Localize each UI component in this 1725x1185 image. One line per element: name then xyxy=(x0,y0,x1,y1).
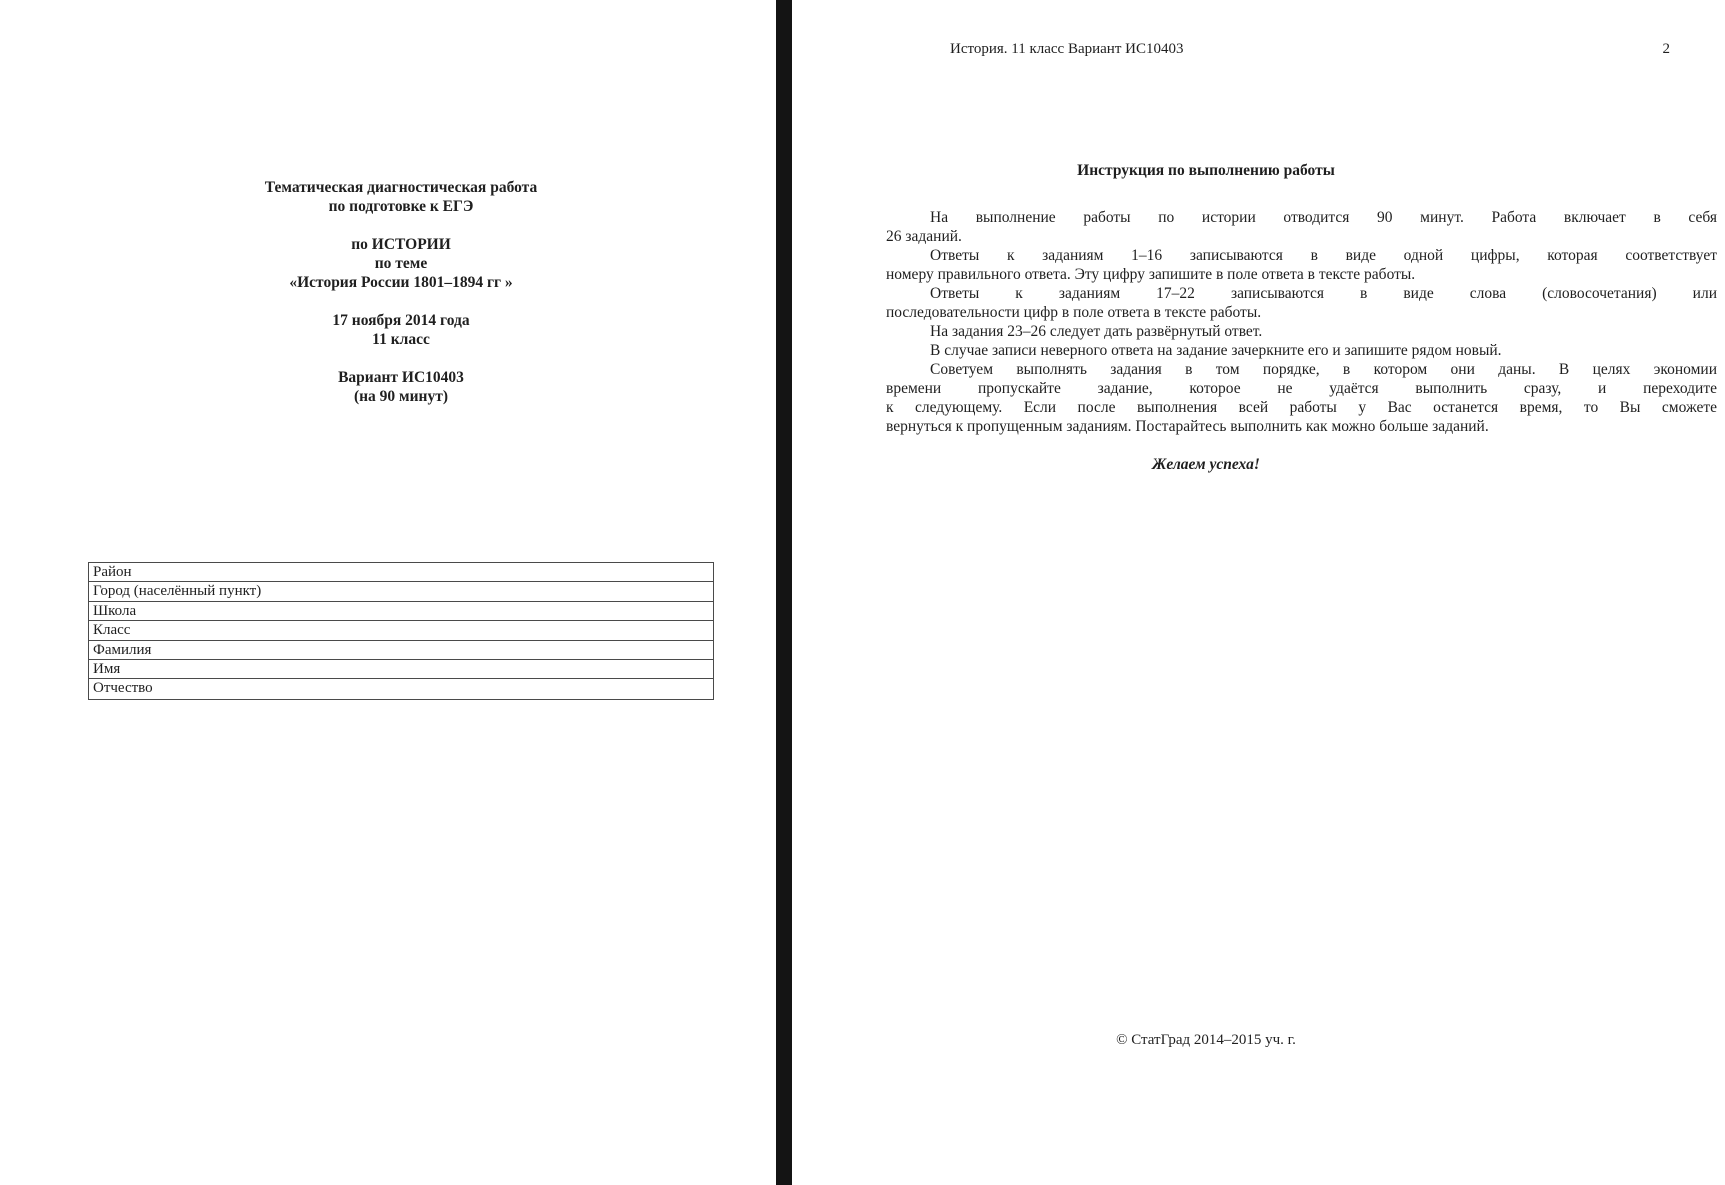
cover-date-line: 17 ноября 2014 года xyxy=(332,312,470,329)
info-table-row: Отчество xyxy=(93,680,153,697)
instruction-paragraphs xyxy=(886,208,1717,436)
cover-title-group-3 xyxy=(88,311,714,349)
info-table-row: Школа xyxy=(89,602,713,621)
paragraph-line: Ответы к заданиям 1–16 записываются в виде одной цифры, которая соответствует xyxy=(930,247,1717,264)
copyright-footer: © СтатГрад 2014–2015 уч. г. xyxy=(1116,1032,1296,1048)
page-number: 2 xyxy=(1662,41,1670,57)
paragraph xyxy=(886,246,1717,284)
info-table-row: Класс xyxy=(89,621,713,640)
paragraph-line: На выполнение работы по истории отводится 90 минут. Работа включает в себя xyxy=(930,209,1717,226)
page-1 xyxy=(0,0,776,1185)
paragraph xyxy=(886,360,1717,436)
cover-title-group-2 xyxy=(88,235,714,292)
running-header: История. 11 класс Вариант ИС10403 xyxy=(950,41,1184,57)
student-info-table xyxy=(88,562,714,700)
instruction-section xyxy=(886,161,1717,474)
info-table-row: Город (населённый пункт) xyxy=(89,582,713,601)
cover-title-group-4 xyxy=(88,368,714,406)
info-table-row: Район xyxy=(89,563,713,582)
cover-title-block xyxy=(88,178,714,425)
cover-title-line: по теме xyxy=(374,255,428,272)
cover-variant-line: Вариант ИС10403 xyxy=(338,369,464,386)
cover-duration-line: (на 90 минут) xyxy=(353,388,449,405)
page-2 xyxy=(792,0,1725,1185)
paragraph-line: На задания 23–26 следует дать развёрнутый ответ. xyxy=(930,323,1263,340)
paragraph-line: времени пропускайте задание, которое не удаётся выполнить сразу, и переходите xyxy=(886,380,1717,397)
info-table-row: Фамилия xyxy=(89,641,713,660)
paragraph xyxy=(886,284,1717,322)
paragraph-line: номеру правильного ответа. Эту цифру запишите в поле ответа в тексте работы. xyxy=(886,266,1416,283)
paragraph xyxy=(886,322,1717,341)
cover-subject-line: по ИСТОРИИ xyxy=(351,236,451,253)
cover-theme-line: «История России 1801–1894 гг » xyxy=(289,274,513,291)
cover-title-line: по подготовке к ЕГЭ xyxy=(328,198,474,215)
paragraph-line: В случае записи неверного ответа на задание зачеркните его и запишите рядом новый. xyxy=(930,342,1502,359)
paragraph-line: вернуться к пропущенным заданиям. Постарайтесь выполнить как можно больше заданий. xyxy=(886,418,1489,435)
paragraph-line: Ответы к заданиям 17–22 записываются в виде слова (словосочетания) или xyxy=(930,285,1717,302)
paragraph-line: последовательности цифр в поле ответа в тексте работы. xyxy=(886,304,1262,321)
paragraph xyxy=(886,208,1717,246)
info-table-row: Имя xyxy=(89,660,713,679)
paragraph-line: к следующему. Если после выполнения всей работы у Вас останется время, то Вы сможете xyxy=(886,399,1717,416)
paragraph-line: 26 заданий. xyxy=(886,228,962,245)
good-luck-line: Желаем успеха! xyxy=(1152,456,1260,473)
page-divider xyxy=(776,0,792,1185)
paragraph-line: Советуем выполнять задания в том порядке, в котором они даны. В целях экономии xyxy=(930,361,1717,378)
instruction-heading: Инструкция по выполнению работы xyxy=(1077,162,1335,179)
cover-grade-line: 11 класс xyxy=(372,331,430,348)
cover-title-line: Тематическая диагностическая работа xyxy=(264,179,538,196)
cover-title-group-1 xyxy=(88,178,714,216)
paragraph xyxy=(886,341,1717,360)
